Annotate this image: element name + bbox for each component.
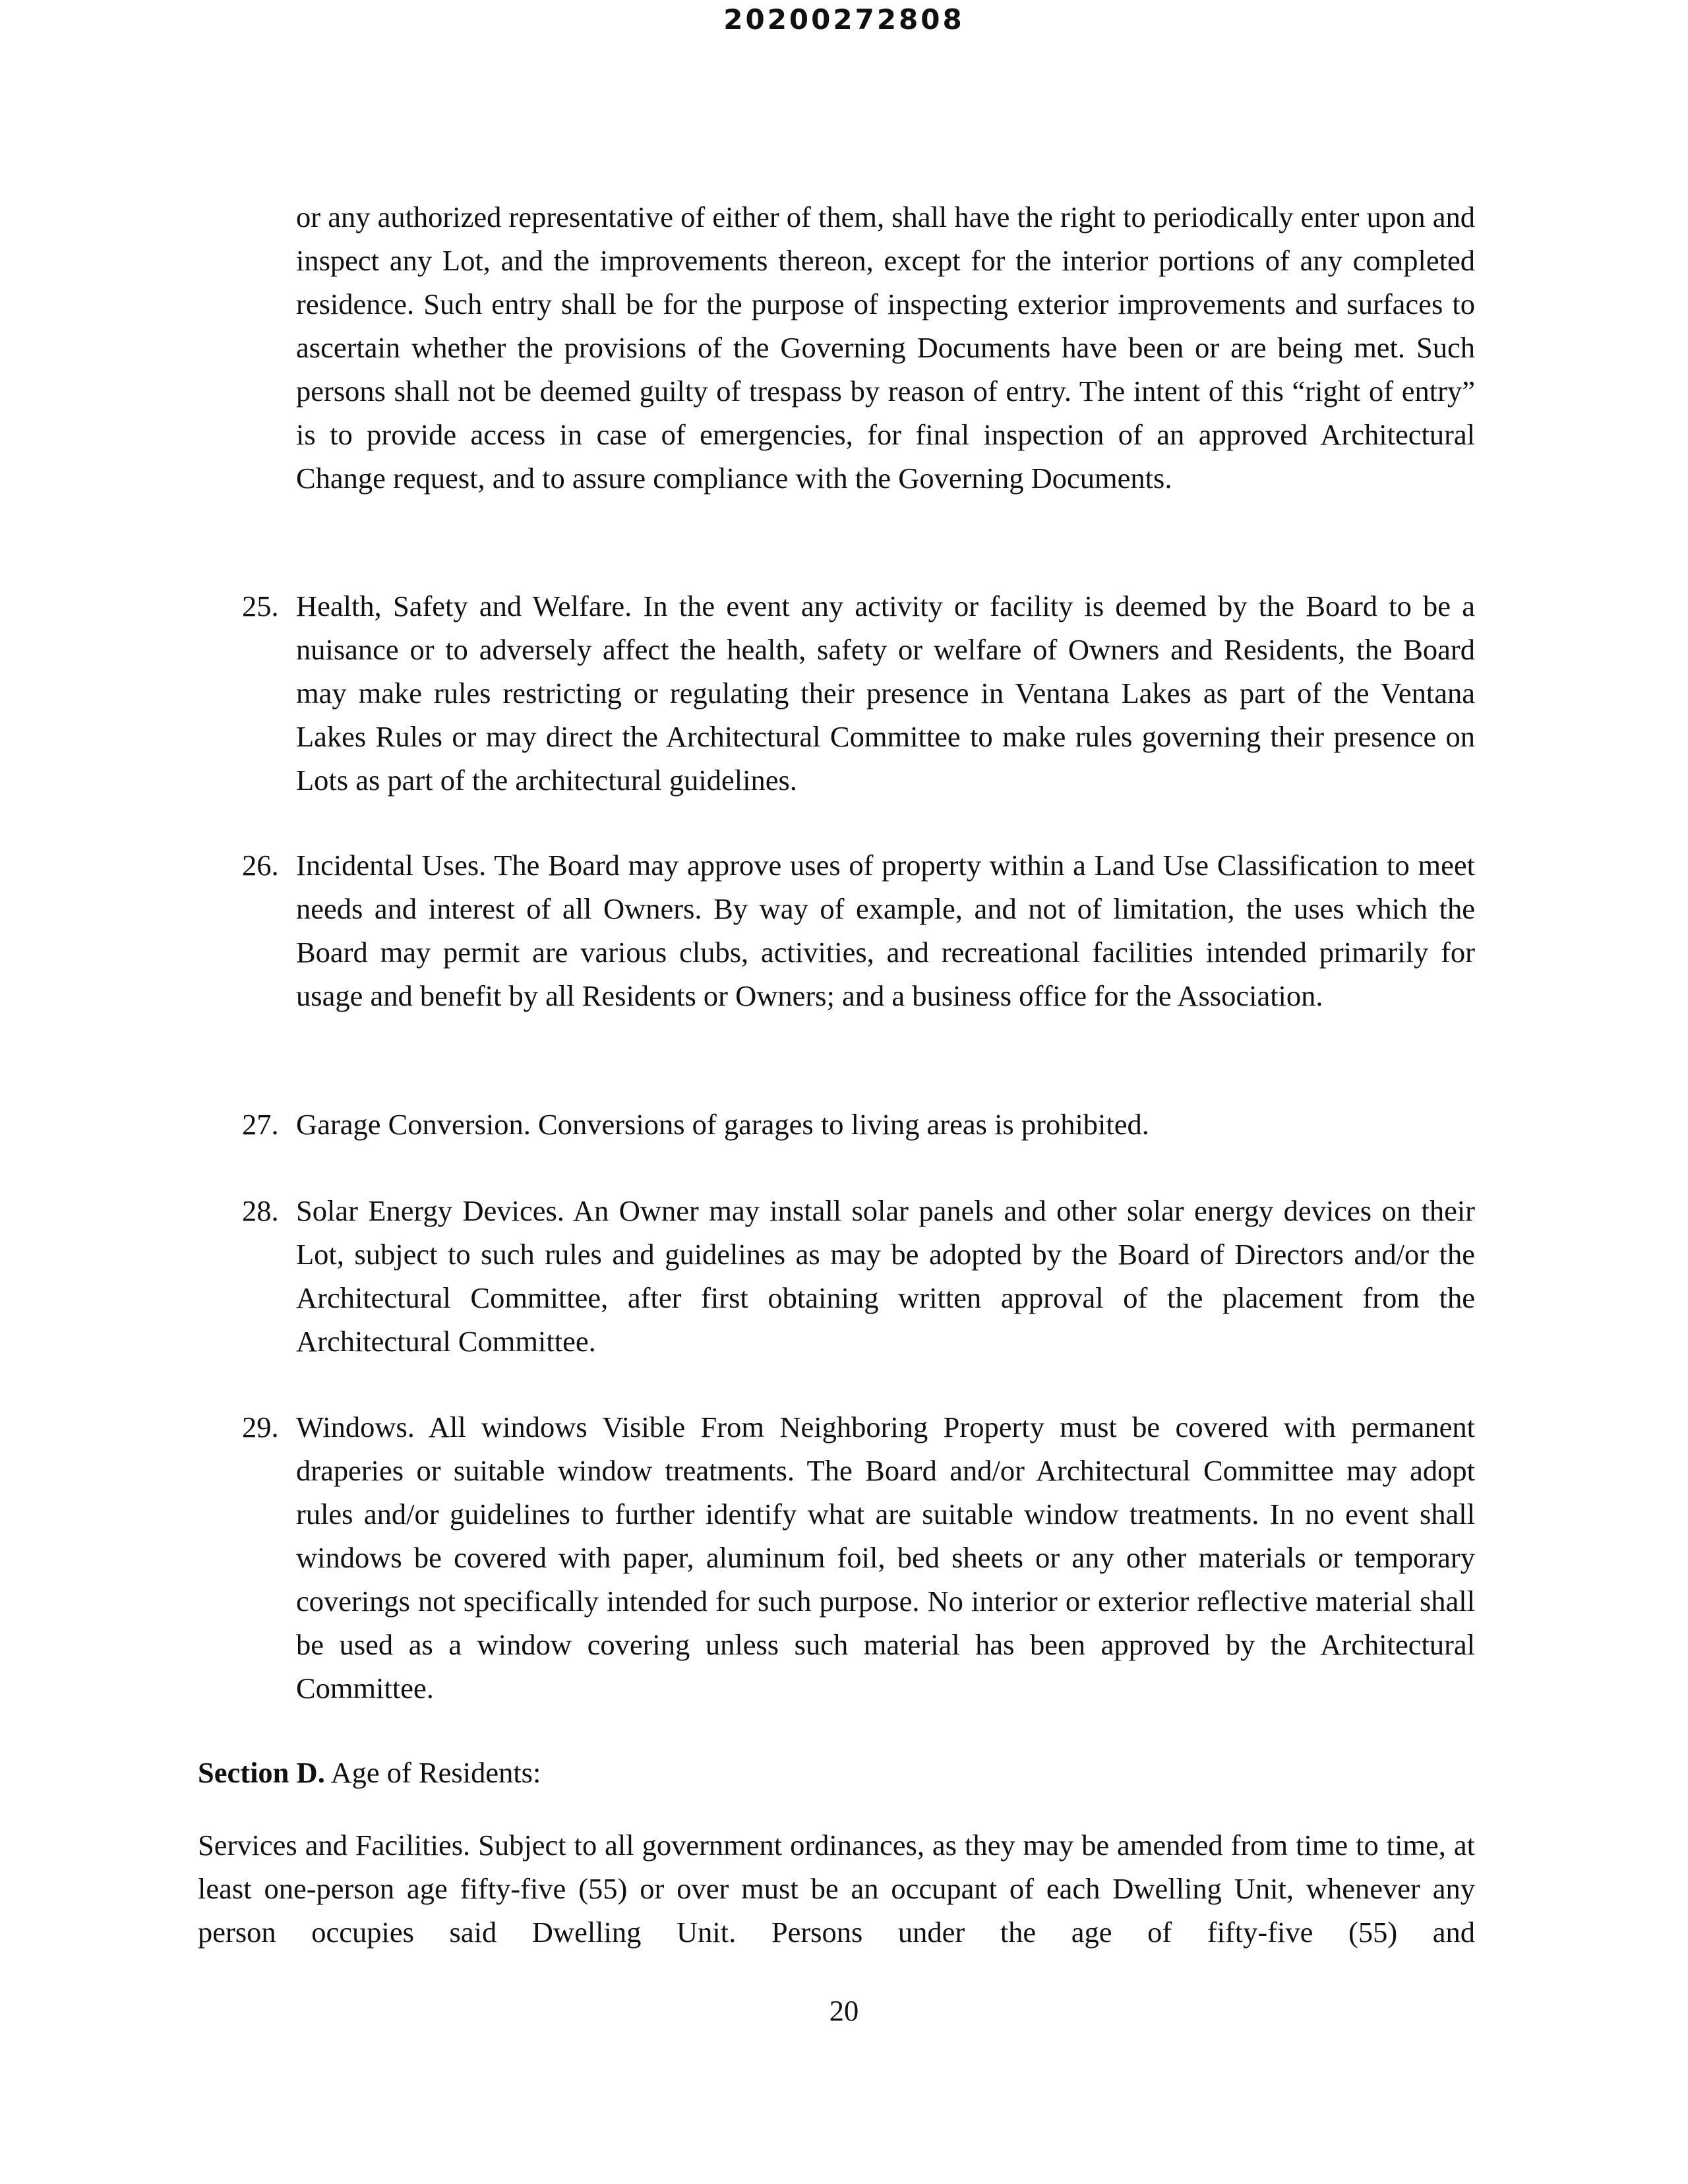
list-item-25	[242, 584, 1475, 802]
list-item-number: 27.	[242, 1108, 279, 1141]
list-item-number: 28.	[242, 1194, 279, 1227]
list-item-text: Windows. All windows Visible From Neighboring Property must be covered with permanent draperies or suitable window treatments. The Board and/or Architectural Committee may adopt rules and/or guidelines to further identify what are suitable window treatments. In no event shall windows be covered with paper, aluminum foil, bed sheets or any other materials or temporary coverings not specifically intended for such purpose. No interior or exterior reflective material shall be used as a window covering unless such material has been approved by the Architectural Committee.	[296, 1410, 1475, 1705]
list-item-number: 29.	[242, 1410, 279, 1443]
list-item-27	[242, 1103, 1475, 1146]
continuation-paragraph: or any authorized representative of either of them, shall have the right to periodically enter upon and inspect any Lot, and the improvements thereon, except for the interior portions of any completed residence. Such entry shall be for the purpose of inspecting exterior improvements and surfaces to ascertain whether the provisions of the Governing Documents have been or are being met. Such persons shall not be deemed guilty of trespass by reason of entry. The intent of this “right of entry” is to provide access in case of emergencies, for final inspection of an approved Architectural Change request, and to assure compliance with the Governing Documents.	[296, 200, 1475, 495]
list-item-29	[242, 1405, 1475, 1710]
list-item-26	[242, 843, 1475, 1017]
final-paragraph: Services and Facilities. Subject to all government ordinances, as they may be amended from time to time, at least one-person age fifty-five (55) or over must be an occupant of each Dwelling Unit, whenever any person occupies said Dwelling Unit. Persons under the age of fifty-five (55) and	[198, 1829, 1475, 1949]
section-title: Age of Residents:	[330, 1756, 541, 1789]
list-item-28	[242, 1189, 1475, 1363]
list-item-number: 26.	[242, 849, 279, 882]
list-item-number: 25.	[242, 590, 279, 622]
recording-number: 20200272808	[723, 3, 965, 36]
list-item-text: Solar Energy Devices. An Owner may install solar panels and other solar energy devices on their Lot, subject to such rules and guidelines as may be adopted by the Board of Directors and/or the Architectural Committee, after first obtaining written approval of the placement from the Architectural Committee.	[296, 1194, 1475, 1358]
section-label: Section D.	[198, 1756, 325, 1789]
section-heading	[198, 1751, 541, 1794]
page-number: 20	[829, 1994, 859, 2027]
list-item-text: Garage Conversion. Conversions of garages to living areas is prohibited.	[296, 1108, 1149, 1141]
list-item-text: Health, Safety and Welfare. In the event any activity or facility is deemed by the Board to be a nuisance or to adversely affect the health, safety or welfare of Owners and Residents, the Board may make rules restricting or regulating their presence in Ventana Lakes as part of the Ventana Lakes Rules or may direct the Architectural Committee to make rules governing their presence on Lots as part of the architectural guidelines.	[296, 590, 1475, 797]
list-item-text: Incidental Uses. The Board may approve uses of property within a Land Use Classification to meet needs and interest of all Owners. By way of example, and not of limitation, the uses which the Board may permit are various clubs, activities, and recreational facilities intended primarily for usage and benefit by all Residents or Owners; and a business office for the Association.	[296, 849, 1475, 1012]
